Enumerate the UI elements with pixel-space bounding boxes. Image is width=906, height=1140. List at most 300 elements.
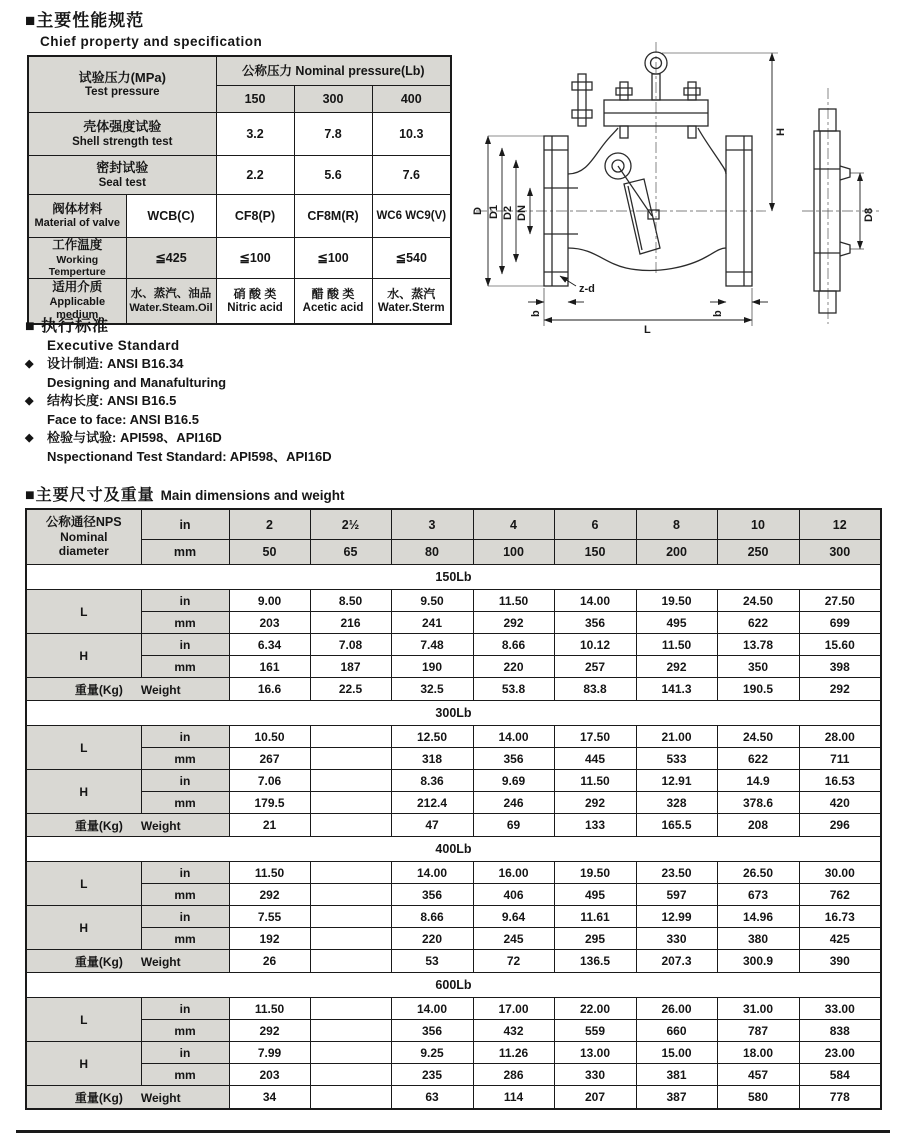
dim-cell: 17.00 <box>473 998 554 1020</box>
dim-cell: 495 <box>636 612 717 634</box>
dim-cell: 292 <box>473 612 554 634</box>
dim-cell: 597 <box>636 884 717 906</box>
value-cell <box>294 278 372 324</box>
row-label-cell: H <box>26 770 141 814</box>
size-cell: 6 <box>554 509 636 540</box>
dim-cell: 292 <box>554 792 636 814</box>
dim-cell: 14.9 <box>717 770 799 792</box>
unit-cell: in <box>141 1042 229 1064</box>
dim-cell: 11.50 <box>636 634 717 656</box>
dim-DN-label: DN <box>516 205 528 221</box>
weight-cell: 69 <box>473 814 554 837</box>
dim-cell: 10.12 <box>554 634 636 656</box>
standard-item-en: Face to face: ANSI B16.5 <box>47 411 199 427</box>
diamond-bullet-icon: ◆ <box>25 432 34 444</box>
dim-cell: 381 <box>636 1064 717 1086</box>
weight-label-cn: 重量(Kg) <box>74 682 123 697</box>
dim-cell <box>310 906 391 928</box>
dim-cell: 584 <box>799 1064 881 1086</box>
weight-cell: 114 <box>473 1086 554 1110</box>
dim-cell <box>310 1064 391 1086</box>
dim-cell: 356 <box>391 884 473 906</box>
dim-cell: 246 <box>473 792 554 814</box>
dim-cell: 11.26 <box>473 1042 554 1064</box>
value-cell: ≦540 <box>372 238 451 279</box>
medium-col2-cn: 水、蒸汽、油品 <box>130 288 212 301</box>
dim-cell: 295 <box>554 928 636 950</box>
dim-cell: 378.6 <box>717 792 799 814</box>
weight-cell: 16.6 <box>229 678 310 701</box>
weight-label-en: Weight <box>140 1090 181 1105</box>
weight-cell: 136.5 <box>554 950 636 973</box>
value-cell: 7.8 <box>294 113 372 156</box>
dim-cell: 622 <box>717 612 799 634</box>
shell-test-en: Shell strength test <box>72 135 173 148</box>
dim-cell <box>310 928 391 950</box>
nominal-pressure-label: 公称压力 Nominal pressure(Lb) <box>241 63 425 78</box>
nominal-pressure-header <box>216 56 451 86</box>
standard-title-cn: ■ 执行标准 <box>25 318 110 335</box>
material-en: Material of valve <box>34 217 121 230</box>
size-cell: 10 <box>717 509 799 540</box>
dim-cell: 673 <box>717 884 799 906</box>
dim-cell <box>310 748 391 770</box>
dim-cell: 28.00 <box>799 726 881 748</box>
dim-cell <box>310 998 391 1020</box>
weight-cell: 53.8 <box>473 678 554 701</box>
dim-cell: 13.78 <box>717 634 799 656</box>
dim-cell: 8.66 <box>473 634 554 656</box>
weight-cell: 207 <box>554 1086 636 1110</box>
size-cell: 12 <box>799 509 881 540</box>
weight-cell: 300.9 <box>717 950 799 973</box>
dim-cell: 7.99 <box>229 1042 310 1064</box>
standard-item <box>25 392 332 411</box>
valve-drawing <box>466 36 906 336</box>
dim-cell: 190 <box>391 656 473 678</box>
dim-cell: 216 <box>310 612 391 634</box>
weight-label-cell <box>26 950 229 973</box>
dim-cell: 179.5 <box>229 792 310 814</box>
dim-cell: 187 <box>310 656 391 678</box>
size-cell: 80 <box>391 540 473 565</box>
dim-cell: 31.00 <box>717 998 799 1020</box>
weight-cell: 292 <box>799 678 881 701</box>
medium-cn: 适用介质 <box>52 280 103 295</box>
page-bottom-rule <box>16 1130 890 1133</box>
value-cell: 7.6 <box>372 156 451 195</box>
dim-cell: 622 <box>717 748 799 770</box>
dim-cell: 292 <box>636 656 717 678</box>
row-label-cell: L <box>26 726 141 770</box>
unit-cell: in <box>141 590 229 612</box>
row-label-cell: H <box>26 1042 141 1086</box>
dim-cell: 13.00 <box>554 1042 636 1064</box>
value-cell: WC6 WC9(V) <box>372 195 451 238</box>
section1-title-en: Chief property and specification <box>40 34 263 49</box>
dim-cell: 292 <box>229 884 310 906</box>
dimensions-table <box>25 508 882 1110</box>
dim-cell: 9.00 <box>229 590 310 612</box>
dim-cell: 245 <box>473 928 554 950</box>
dim-cell: 241 <box>391 612 473 634</box>
weight-cell <box>310 1086 391 1110</box>
weight-cell: 32.5 <box>391 678 473 701</box>
dim-D8-label: D8 <box>863 207 875 222</box>
dim-cell: 420 <box>799 792 881 814</box>
seal-test-en: Seal test <box>98 176 146 189</box>
weight-label-en: Weight <box>140 818 181 833</box>
value-cell: WCB(C) <box>126 195 216 238</box>
dim-H-label: H <box>775 128 787 136</box>
value-cell: 3.2 <box>216 113 294 156</box>
row-label-cell: L <box>26 590 141 634</box>
test-pressure-cell <box>28 56 216 113</box>
dim-cell: 11.61 <box>554 906 636 928</box>
unit-cell: mm <box>141 884 229 906</box>
standard-item <box>25 429 332 448</box>
weight-cell: 72 <box>473 950 554 973</box>
dim-cell: 212.4 <box>391 792 473 814</box>
weight-cell: 778 <box>799 1086 881 1110</box>
dim-cell: 24.50 <box>717 590 799 612</box>
dim-cell: 220 <box>473 656 554 678</box>
weight-cell: 22.5 <box>310 678 391 701</box>
weight-cell: 580 <box>717 1086 799 1110</box>
dim-cell: 15.00 <box>636 1042 717 1064</box>
executive-standard-block <box>25 318 332 466</box>
dim-cell: 12.99 <box>636 906 717 928</box>
unit-cell: mm <box>141 1064 229 1086</box>
unit-cell: in <box>141 509 229 540</box>
value-cell: 10.3 <box>372 113 451 156</box>
dim-cell: 24.50 <box>717 726 799 748</box>
size-cell: 4 <box>473 509 554 540</box>
shell-test-label-cell <box>28 113 216 156</box>
weight-cell: 21 <box>229 814 310 837</box>
dim-cell: 14.00 <box>391 862 473 884</box>
dim-L-label: L <box>644 324 651 336</box>
size-cell: 100 <box>473 540 554 565</box>
dim-cell: 495 <box>554 884 636 906</box>
value-cell: ≦100 <box>294 238 372 279</box>
dim-cell: 7.48 <box>391 634 473 656</box>
class-band-cell: 400Lb <box>26 837 881 862</box>
dim-cell: 17.50 <box>554 726 636 748</box>
section3-title-en: Main dimensions and weight <box>160 488 345 503</box>
unit-cell: mm <box>141 748 229 770</box>
seal-test-cn: 密封试验 <box>96 160 149 176</box>
diamond-bullet-icon: ◆ <box>25 395 34 407</box>
dim-cell: 356 <box>473 748 554 770</box>
dim-cell: 8.50 <box>310 590 391 612</box>
weight-label-cn: 重量(Kg) <box>74 1090 123 1105</box>
weight-cell <box>310 814 391 837</box>
test-pressure-en: Test pressure <box>84 86 160 99</box>
dim-cell: 762 <box>799 884 881 906</box>
dim-cell: 18.00 <box>717 1042 799 1064</box>
dim-cell: 19.50 <box>554 862 636 884</box>
weight-cell: 190.5 <box>717 678 799 701</box>
value-cell: 5.6 <box>294 156 372 195</box>
dim-cell: 203 <box>229 1064 310 1086</box>
seal-test-label-cell <box>28 156 216 195</box>
dim-D-label: D <box>472 207 484 215</box>
medium-val-en: Nitric acid <box>227 301 283 314</box>
dim-cell: 220 <box>391 928 473 950</box>
medium-label-cell <box>28 278 126 324</box>
size-cell: 8 <box>636 509 717 540</box>
value-cell <box>372 278 451 324</box>
weight-cell: 141.3 <box>636 678 717 701</box>
dim-cell: 533 <box>636 748 717 770</box>
section3-title-cn: ■主要尺寸及重量 <box>25 487 155 504</box>
dim-cell: 7.06 <box>229 770 310 792</box>
pressure-class-cell: 150 <box>216 86 294 113</box>
medium-val-en: Acetic acid <box>302 301 364 314</box>
dim-cell: 16.73 <box>799 906 881 928</box>
diamond-bullet-icon: ◆ <box>25 358 34 370</box>
dim-D1-label: D1 <box>488 204 500 219</box>
weight-cell: 63 <box>391 1086 473 1110</box>
dim-cell <box>310 770 391 792</box>
dim-cell: 380 <box>717 928 799 950</box>
weight-cell <box>310 950 391 973</box>
dim-cell: 16.00 <box>473 862 554 884</box>
dim-cell: 14.00 <box>554 590 636 612</box>
size-cell: 250 <box>717 540 799 565</box>
unit-cell: mm <box>141 540 229 565</box>
value-cell: ≦425 <box>126 238 216 279</box>
medium-col2-en: Water.Steam.Oil <box>129 301 213 314</box>
dim-cell: 21.00 <box>636 726 717 748</box>
dim-cell: 26.00 <box>636 998 717 1020</box>
dim-cell: 267 <box>229 748 310 770</box>
unit-cell: mm <box>141 928 229 950</box>
dim-cell: 787 <box>717 1020 799 1042</box>
unit-cell: in <box>141 998 229 1020</box>
unit-cell: mm <box>141 792 229 814</box>
dim-cell: 6.34 <box>229 634 310 656</box>
dim-cell: 235 <box>391 1064 473 1086</box>
weight-cell: 390 <box>799 950 881 973</box>
corner-cell <box>26 509 141 565</box>
weight-cell: 47 <box>391 814 473 837</box>
dim-cell: 8.66 <box>391 906 473 928</box>
dim-cell: 318 <box>391 748 473 770</box>
dim-cell: 330 <box>636 928 717 950</box>
dim-cell <box>310 1042 391 1064</box>
unit-cell: in <box>141 634 229 656</box>
value-cell <box>126 278 216 324</box>
dim-cell: 11.50 <box>229 998 310 1020</box>
dim-cell: 203 <box>229 612 310 634</box>
dim-cell: 16.53 <box>799 770 881 792</box>
class-band-cell: 150Lb <box>26 565 881 590</box>
value-cell: 2.2 <box>216 156 294 195</box>
pressure-class-cell: 300 <box>294 86 372 113</box>
size-cell: 200 <box>636 540 717 565</box>
valve-drawing-svg <box>466 36 906 336</box>
dim-cell: 9.69 <box>473 770 554 792</box>
dim-cell: 12.50 <box>391 726 473 748</box>
dim-cell: 7.55 <box>229 906 310 928</box>
dim-cell: 8.36 <box>391 770 473 792</box>
material-label-cell <box>28 195 126 238</box>
dim-cell: 838 <box>799 1020 881 1042</box>
dim-cell: 398 <box>799 656 881 678</box>
standard-item-cn: 结构长度: ANSI B16.5 <box>47 393 177 408</box>
dim-cell: 11.50 <box>554 770 636 792</box>
shell-test-cn: 壳体强度试验 <box>83 119 162 135</box>
size-cell: 50 <box>229 540 310 565</box>
size-cell: 2½ <box>310 509 391 540</box>
value-cell: CF8M(R) <box>294 195 372 238</box>
dim-cell: 30.00 <box>799 862 881 884</box>
row-label-cell: L <box>26 998 141 1042</box>
dim-cell: 192 <box>229 928 310 950</box>
weight-label-cell <box>26 678 229 701</box>
value-cell: ≦100 <box>216 238 294 279</box>
weight-label-cell <box>26 1086 229 1110</box>
weight-label-cell <box>26 814 229 837</box>
dimension-lines <box>488 53 778 326</box>
row-label-cell: H <box>26 906 141 950</box>
weight-cell: 165.5 <box>636 814 717 837</box>
dim-cell: 27.50 <box>799 590 881 612</box>
corner-line3: diameter <box>58 543 109 558</box>
weight-cell: 53 <box>391 950 473 973</box>
dim-cell: 14.00 <box>391 998 473 1020</box>
dim-cell: 432 <box>473 1020 554 1042</box>
test-pressure-cn: 试验压力(MPa) <box>78 69 166 85</box>
dim-cell: 559 <box>554 1020 636 1042</box>
medium-val-cn: 硝 酸 类 <box>233 286 277 301</box>
dim-cell: 19.50 <box>636 590 717 612</box>
medium-val-cn: 水、蒸汽 <box>387 286 436 301</box>
weight-label-en: Weight <box>140 954 181 969</box>
temperature-label-cell <box>28 238 126 279</box>
dim-cell <box>310 884 391 906</box>
standard-item <box>25 355 332 374</box>
weight-cell: 207.3 <box>636 950 717 973</box>
weight-label-cn: 重量(Kg) <box>74 954 123 969</box>
dim-cell: 350 <box>717 656 799 678</box>
unit-cell: mm <box>141 1020 229 1042</box>
temperature-en: Working Temperture <box>48 253 106 278</box>
dim-cell: 9.25 <box>391 1042 473 1064</box>
dim-cell: 457 <box>717 1064 799 1086</box>
pressure-class-cell: 400 <box>372 86 451 113</box>
dim-cell: 257 <box>554 656 636 678</box>
dim-cell: 23.00 <box>799 1042 881 1064</box>
unit-cell: mm <box>141 612 229 634</box>
dim-cell <box>310 792 391 814</box>
dim-cell: 660 <box>636 1020 717 1042</box>
unit-cell: in <box>141 726 229 748</box>
dim-cell: 26.50 <box>717 862 799 884</box>
section1-title-cn: ■主要性能规范 <box>25 11 145 30</box>
unit-cell: mm <box>141 656 229 678</box>
dim-cell: 7.08 <box>310 634 391 656</box>
weight-cell: 387 <box>636 1086 717 1110</box>
value-cell <box>216 278 294 324</box>
dim-cell: 356 <box>391 1020 473 1042</box>
property-table <box>27 55 452 325</box>
size-cell: 3 <box>391 509 473 540</box>
medium-val-cn: 醋 酸 类 <box>311 286 355 301</box>
unit-cell: in <box>141 862 229 884</box>
dim-cell: 11.50 <box>229 862 310 884</box>
dim-b-right-label: b <box>712 310 724 317</box>
dim-cell: 699 <box>799 612 881 634</box>
standard-title-en: Executive Standard <box>47 337 180 353</box>
valve-front-view <box>544 52 752 286</box>
dim-cell: 9.64 <box>473 906 554 928</box>
dim-cell: 23.50 <box>636 862 717 884</box>
dim-cell: 14.00 <box>473 726 554 748</box>
dim-cell: 330 <box>554 1064 636 1086</box>
medium-val-en: Water.Sterm <box>377 301 445 314</box>
unit-cell: in <box>141 770 229 792</box>
weight-cell: 133 <box>554 814 636 837</box>
section1-header <box>25 6 262 49</box>
corner-line1: 公称通径NPS <box>45 515 122 530</box>
dim-cell: 356 <box>554 612 636 634</box>
dim-zd-label: z-d <box>579 283 595 295</box>
dim-cell: 9.50 <box>391 590 473 612</box>
dim-cell: 10.50 <box>229 726 310 748</box>
dim-cell: 292 <box>229 1020 310 1042</box>
dim-cell <box>310 862 391 884</box>
dim-cell: 15.60 <box>799 634 881 656</box>
size-cell: 2 <box>229 509 310 540</box>
size-cell: 65 <box>310 540 391 565</box>
class-band-cell: 600Lb <box>26 973 881 998</box>
weight-cell: 26 <box>229 950 310 973</box>
standard-item-en: Designing and Manafulturing <box>47 374 227 390</box>
standard-item-en: Nspectionand Test Standard: API598、API16D <box>47 448 332 464</box>
weight-label-en: Weight <box>140 682 181 697</box>
dim-b-left-label: b <box>530 310 542 317</box>
weight-cell: 34 <box>229 1086 310 1110</box>
standard-item-cn: 检验与试验: API598、API16D <box>47 430 222 445</box>
dim-cell: 711 <box>799 748 881 770</box>
size-cell: 150 <box>554 540 636 565</box>
row-label-cell: H <box>26 634 141 678</box>
dim-cell: 445 <box>554 748 636 770</box>
temperature-cn: 工作温度 <box>52 238 103 252</box>
dim-cell: 161 <box>229 656 310 678</box>
section3-header <box>25 482 344 505</box>
medium-en: Applicable medium <box>49 295 106 321</box>
value-cell: CF8(P) <box>216 195 294 238</box>
corner-line2: Nominal <box>60 530 108 545</box>
dim-cell: 12.91 <box>636 770 717 792</box>
standard-item-cn: 设计制造: ANSI B16.34 <box>47 356 184 371</box>
dim-cell: 33.00 <box>799 998 881 1020</box>
dim-cell: 286 <box>473 1064 554 1086</box>
dim-cell <box>310 1020 391 1042</box>
dim-cell <box>310 726 391 748</box>
dim-cell: 406 <box>473 884 554 906</box>
size-cell: 300 <box>799 540 881 565</box>
unit-cell: in <box>141 906 229 928</box>
weight-label-cn: 重量(Kg) <box>74 818 123 833</box>
dim-cell: 22.00 <box>554 998 636 1020</box>
material-cn: 阀体材料 <box>52 201 103 216</box>
dim-cell: 328 <box>636 792 717 814</box>
